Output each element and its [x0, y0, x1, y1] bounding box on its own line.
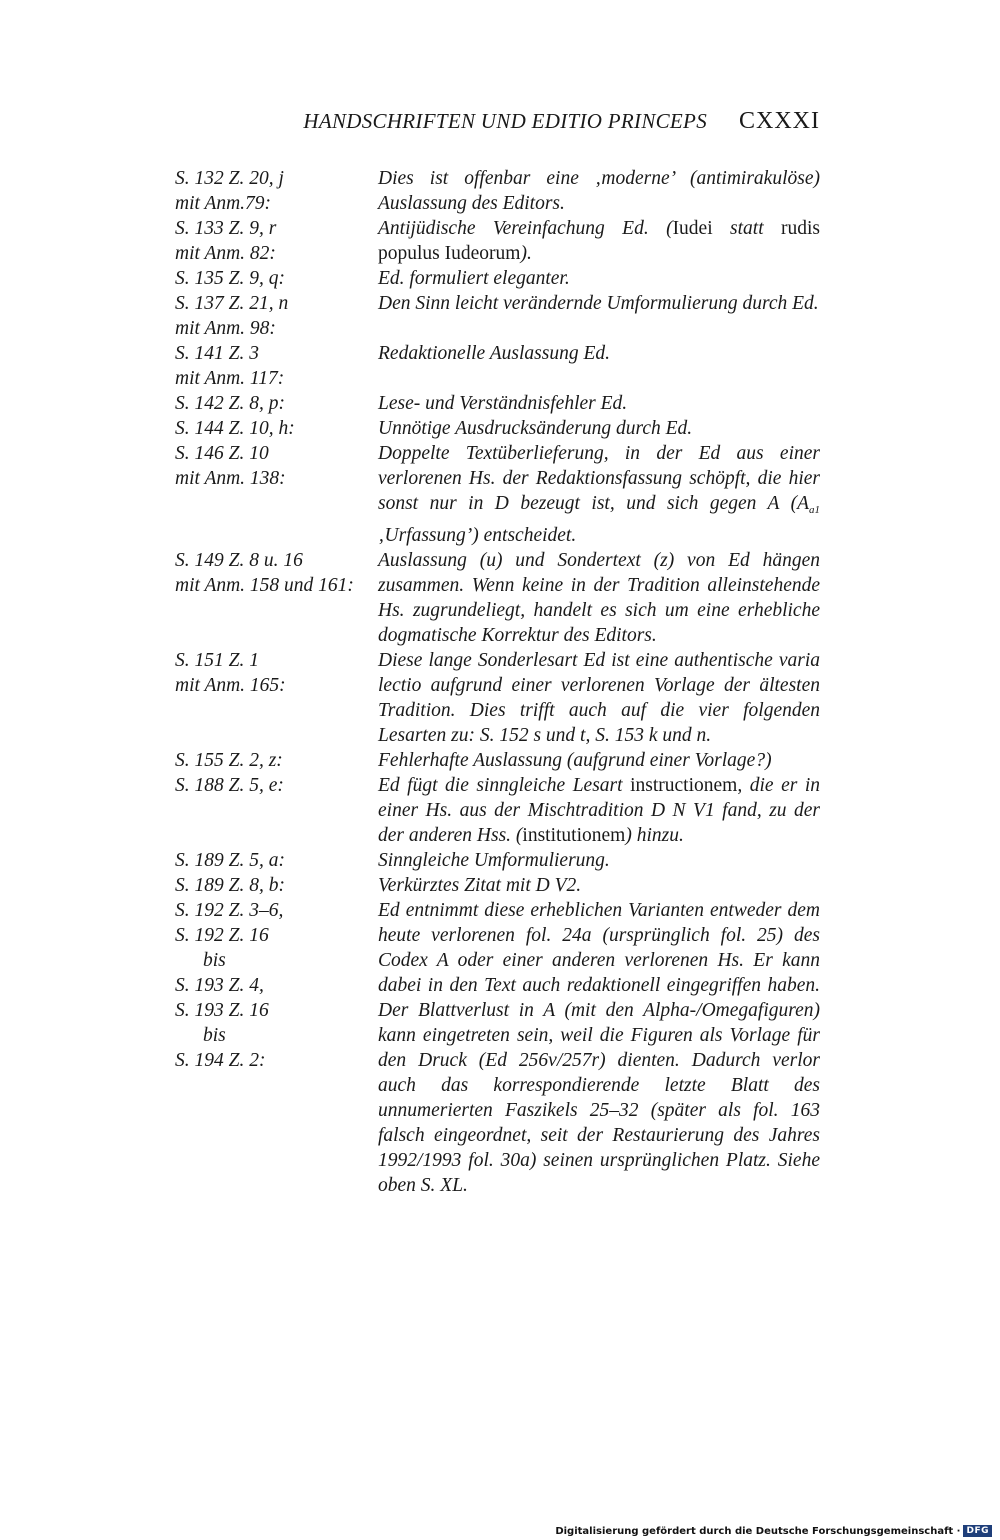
entry-reference [175, 748, 378, 773]
entry-reference [175, 898, 378, 1198]
list-item [175, 773, 820, 848]
quoted-reading: institutionem [522, 825, 626, 846]
entry-description: Verkürztes Zitat mit D V2. [378, 875, 582, 896]
reference-line: mit Anm. 82: [175, 243, 276, 264]
reference-line: S. 135 Z. 9, q: [175, 268, 285, 289]
reference-line: S. 193 Z. 4, [175, 975, 264, 996]
entry-reference [175, 648, 378, 748]
reference-line: S. 132 Z. 20, j [175, 168, 284, 189]
reference-line: bis [203, 950, 226, 971]
reference-line: mit Anm. 158 und 161: [175, 575, 354, 596]
dfg-logo: DFG [963, 1525, 992, 1537]
description-text: ). [520, 243, 532, 264]
list-item [175, 441, 820, 548]
reference-line: mit Anm. 117: [175, 368, 285, 389]
list-item [175, 391, 820, 416]
quoted-reading: Iudei [672, 218, 713, 239]
reference-line: S. 137 Z. 21, n [175, 293, 289, 314]
variant-list [175, 166, 820, 1198]
subscript-siglum: a1 [809, 504, 820, 516]
description-text: , die er in einer Hs. aus der Mischtradition D N V1 fand, zu der der anderen Hss. ( [378, 775, 821, 846]
list-item [175, 648, 820, 748]
reference-line: S. 193 Z. 16 [175, 1000, 269, 1021]
entry-description [378, 773, 820, 848]
reference-line: mit Anm. 138: [175, 468, 286, 489]
entry-description: Lese- und Verständnisfehler Ed. [378, 393, 628, 414]
list-item [175, 898, 820, 1198]
reference-line: S. 133 Z. 9, r [175, 218, 277, 239]
running-head [175, 108, 820, 135]
entry-description: Fehlerhafte Auslassung (aufgrund einer Vorlage?) [378, 750, 772, 771]
description-text: Ed fügt die sinngleiche Lesart [378, 775, 631, 796]
entry-description: Ed entnimmt diese erheblichen Varianten entweder dem heute verlorenen fol. 24a (ursprünglich fol. 25) des Codex A oder einer anderen verlorenen Hs. Er kann dabei in den Text auch redaktionell eingegriffen haben. Der Blattverlust in A (mit den Alpha-/Omegafiguren) kann eingetreten sein, weil die Figuren als Vorlage für den Druck (Ed 256v/257r) dienten. Dadurch verlor auch das korrespondierende letzte Blatt des unnumerierten Faszikels 25–32 (später als fol. 163 falsch eingeordnet, seit der Restaurierung des Jahres 1992/1993 fol. 30a) seinen ursprünglichen Platz. Siehe oben S. XL. [378, 900, 820, 1196]
entry-description: Redaktionelle Auslassung Ed. [378, 343, 610, 364]
description-text: ‚Urfassung’) entscheidet. [378, 525, 577, 546]
entry-description: Unnötige Ausdrucksänderung durch Ed. [378, 418, 693, 439]
entry-description: Ed. formuliert eleganter. [378, 268, 570, 289]
reference-line: S. 189 Z. 8, b: [175, 875, 285, 896]
entry-reference [175, 773, 378, 848]
entry-reference [175, 848, 378, 873]
list-item [175, 291, 820, 341]
entry-reference [175, 548, 378, 648]
list-item [175, 748, 820, 773]
description-text: statt [712, 218, 781, 239]
description-text: ) hinzu. [625, 825, 684, 846]
separator-dot: · [953, 1525, 961, 1537]
reference-line: S. 155 Z. 2, z: [175, 750, 283, 771]
reference-line: S. 144 Z. 10, h: [175, 418, 295, 439]
reference-line: S. 141 Z. 3 [175, 343, 259, 364]
list-item [175, 548, 820, 648]
entry-description: Diese lange Sonderlesart Ed ist eine authentische varia lectio aufgrund einer verlorenen Vorlage der ältesten Tradition. Dies trifft auch auf die vier folgenden Lesarten zu: S. 152 s und t, S. 153 k und n. [378, 650, 820, 746]
entry-reference [175, 873, 378, 898]
entry-reference [175, 166, 378, 216]
quoted-reading: rudis populus Iudeorum [378, 218, 820, 264]
list-item [175, 341, 820, 391]
entry-reference [175, 266, 378, 291]
entry-description: Den Sinn leicht verändernde Umformulierung durch Ed. [378, 293, 819, 314]
reference-line: S. 189 Z. 5, a: [175, 850, 285, 871]
reference-line: mit Anm. 98: [175, 318, 276, 339]
reference-line: S. 142 Z. 8, p: [175, 393, 285, 414]
reference-line: bis [203, 1025, 226, 1046]
page-number: CXXXI [739, 108, 820, 134]
reference-line: mit Anm. 165: [175, 675, 286, 696]
quoted-reading: instructionem [630, 775, 738, 796]
running-title: HANDSCHRIFTEN UND EDITIO PRINCEPS [303, 109, 707, 133]
reference-line: S. 146 Z. 10 [175, 443, 269, 464]
entry-description: Dies ist offenbar eine ‚moderne’ (antimirakulöse) Auslassung des Editors. [378, 168, 820, 214]
list-item [175, 873, 820, 898]
entry-reference [175, 416, 378, 441]
digitization-credit [555, 1525, 992, 1537]
entry-reference [175, 216, 378, 266]
list-item [175, 266, 820, 291]
description-text: Doppelte Textüberlieferung, in der Ed aus einer verlorenen Hs. der Redaktionsfassung schöpft, die hier sonst nur in D bezeugt ist, und sich gegen A (A [378, 443, 820, 514]
entry-description [378, 216, 820, 266]
entry-description: Auslassung (u) und Sondertext (z) von Ed hängen zusammen. Wenn keine in der Tradition alleinstehende Hs. zugrundeliegt, handelt es sich um eine erhebliche dogmatische Korrektur des Editors. [378, 550, 820, 646]
entry-description [378, 441, 820, 548]
description-text: Antijüdische Vereinfachung Ed. ( [378, 218, 673, 239]
reference-line: S. 151 Z. 1 [175, 650, 259, 671]
reference-line: S. 194 Z. 2: [175, 1050, 266, 1071]
list-item [175, 848, 820, 873]
list-item [175, 416, 820, 441]
reference-line: S. 188 Z. 5, e: [175, 775, 284, 796]
entry-reference [175, 391, 378, 416]
reference-line: S. 192 Z. 3–6, [175, 900, 284, 921]
reference-line: S. 149 Z. 8 u. 16 [175, 550, 303, 571]
entry-reference [175, 441, 378, 548]
reference-line: mit Anm.79: [175, 193, 272, 214]
reference-line: S. 192 Z. 16 [175, 925, 269, 946]
list-item [175, 166, 820, 216]
credit-text: Digitalisierung gefördert durch die Deutsche Forschungsgemeinschaft [555, 1525, 954, 1537]
entry-reference [175, 291, 378, 341]
entry-reference [175, 341, 378, 391]
entry-description: Sinngleiche Umformulierung. [378, 850, 610, 871]
list-item [175, 216, 820, 266]
